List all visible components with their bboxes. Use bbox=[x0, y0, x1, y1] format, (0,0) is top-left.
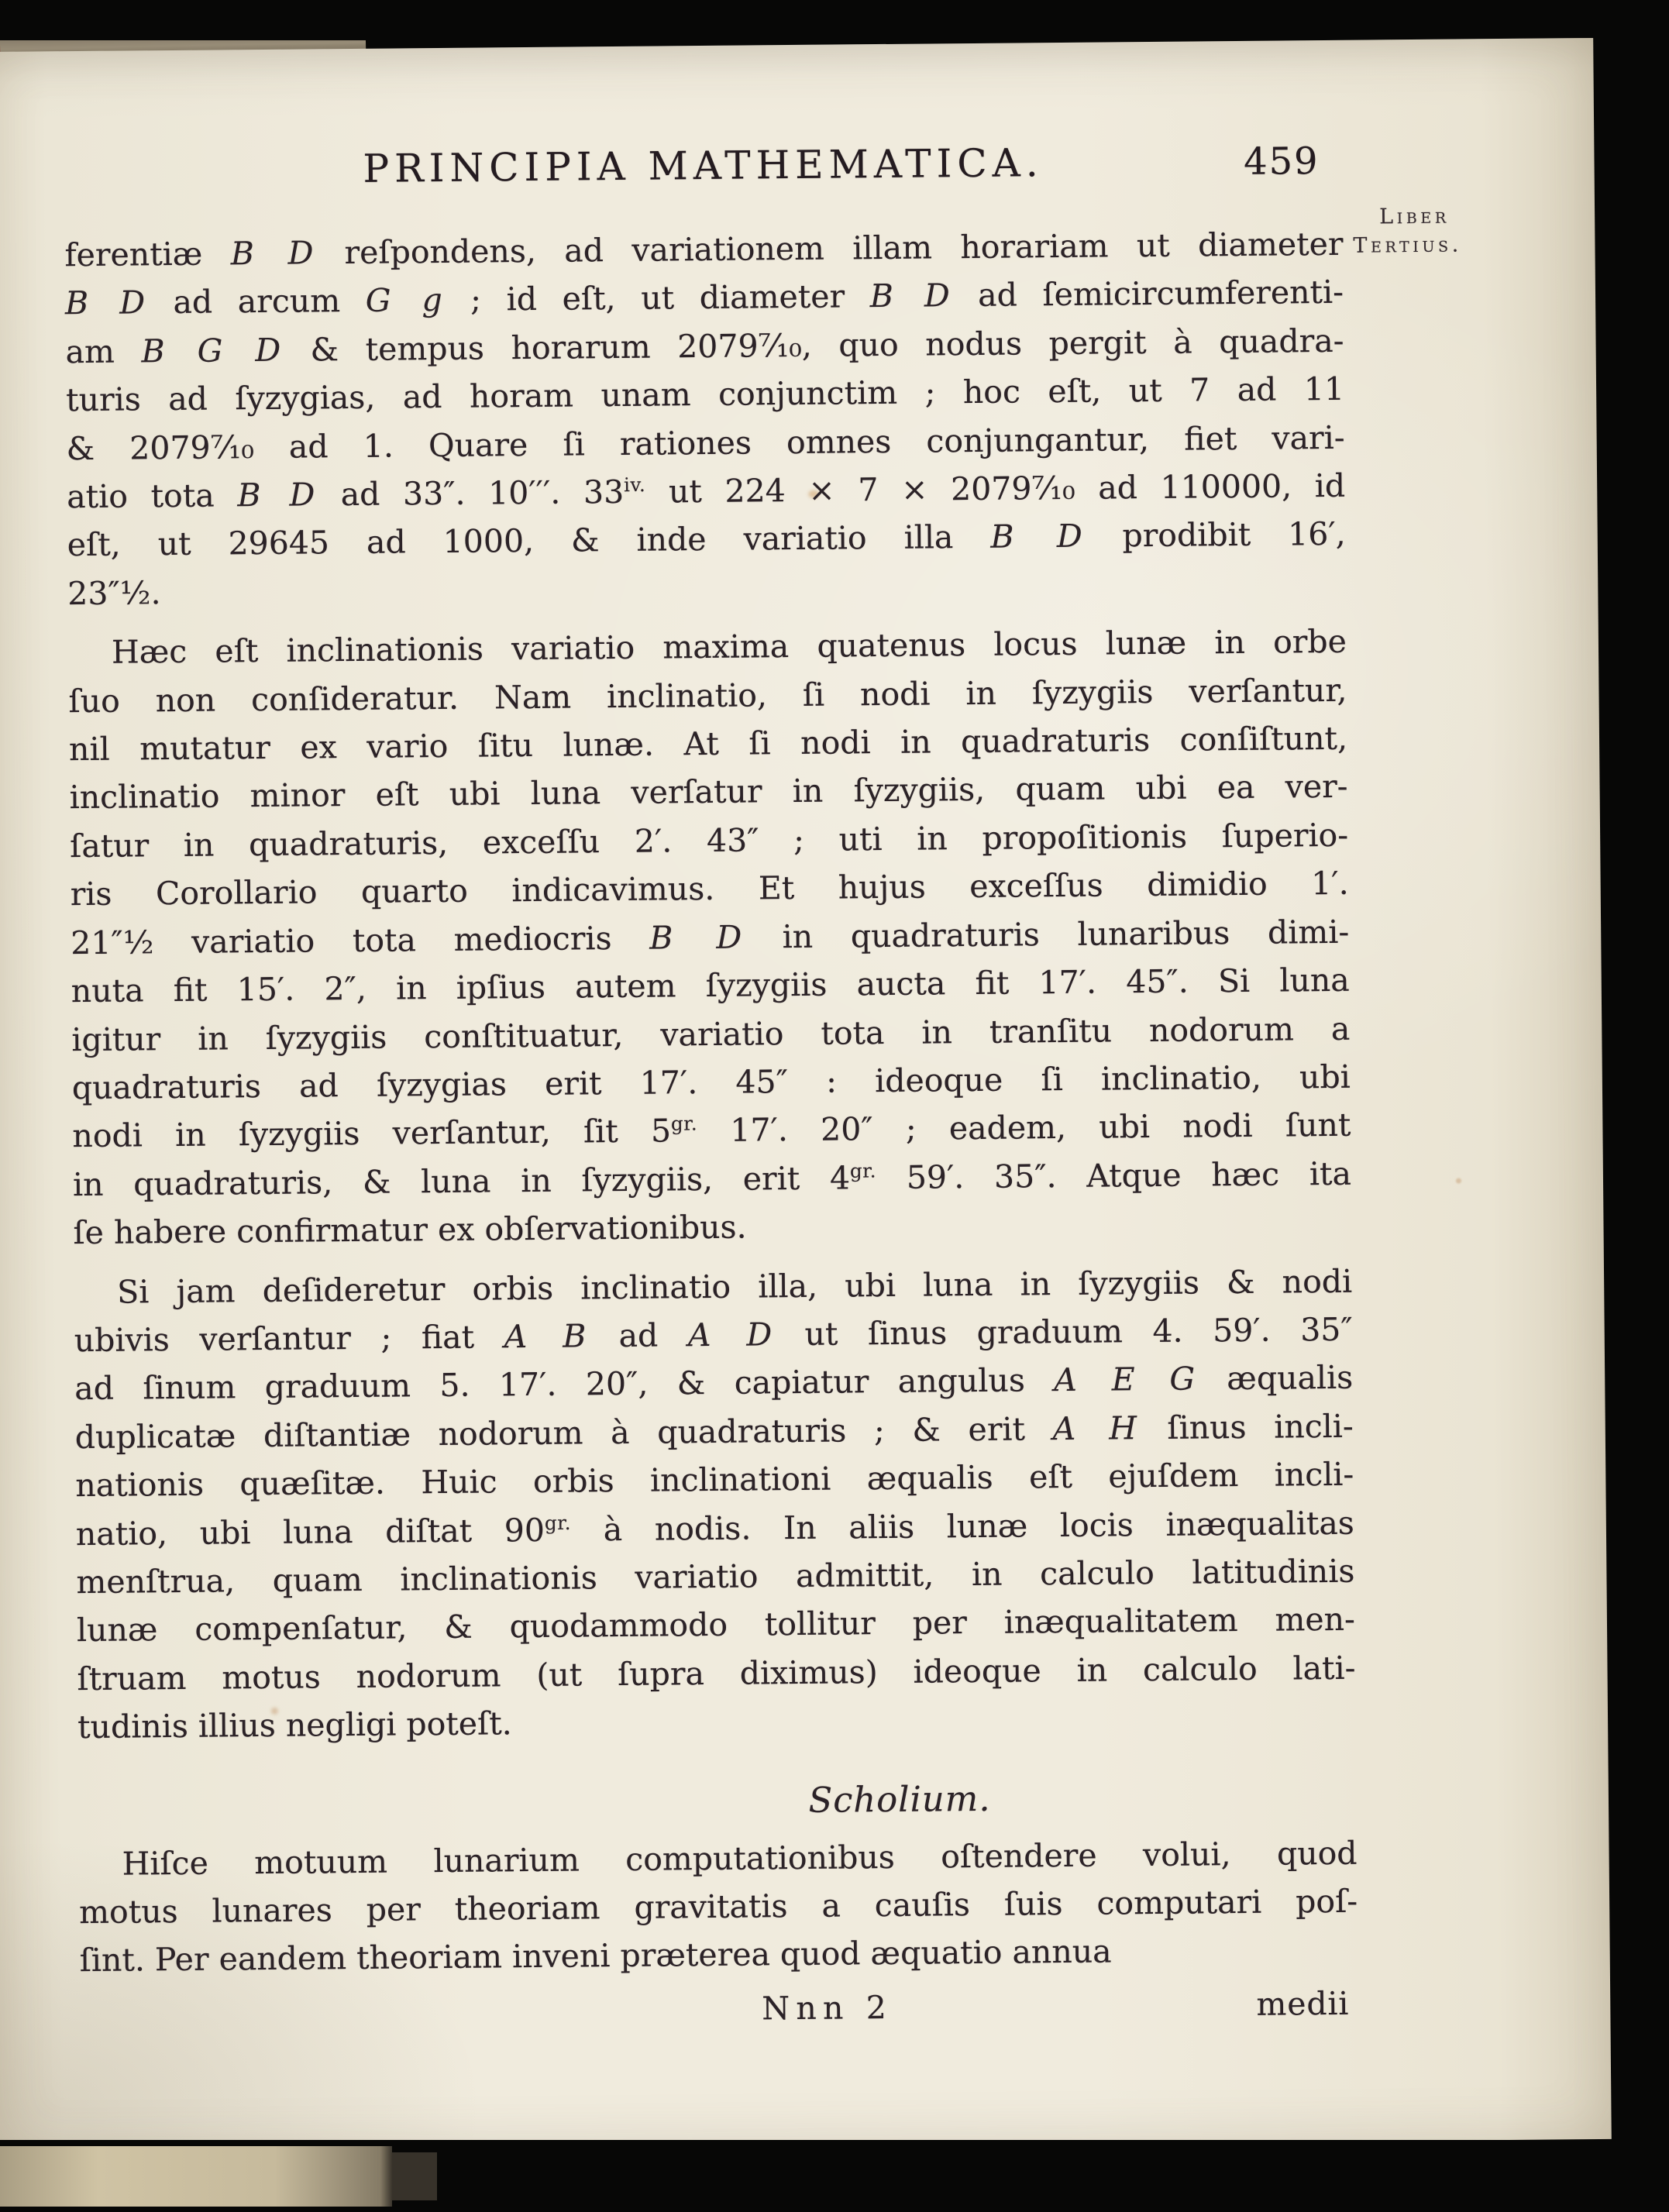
ordinal-superscript: gr. bbox=[849, 1159, 877, 1182]
math-variable: A H bbox=[1052, 1409, 1140, 1447]
ordinal-superscript: gr. bbox=[544, 1511, 572, 1534]
body-line: ferentiæ B D reſpondens, ad variationem illam horariam ut diameter bbox=[64, 225, 1344, 274]
scholium-heading: Scholium. bbox=[808, 1777, 991, 1821]
math-variable: G g bbox=[365, 281, 446, 320]
body-line: ſtruam motus nodorum (ut ſupra diximus) ideoque in calculo lati- bbox=[77, 1649, 1356, 1698]
book-edge-bottom bbox=[0, 2146, 392, 2207]
body-line: inclinatio minor eſt ubi luna verſatur in ſyzygiis, quam ubi ea ver- bbox=[69, 768, 1348, 817]
body-line: ſe habere confirmatur ex obſervationibus. bbox=[73, 1208, 747, 1252]
math-variable: B D bbox=[869, 277, 953, 315]
body-line: 23″½. bbox=[67, 573, 161, 613]
page-body bbox=[64, 220, 1358, 2045]
book-page bbox=[0, 38, 1612, 2153]
body-line: ſint. Per eandem theoriam inveni præterea quod æquatio annua bbox=[79, 1932, 1112, 1980]
body-line: B D ad arcum G g ; id eſt, ut diameter B D ad ſemicircumferenti- bbox=[64, 273, 1344, 322]
body-line: nodi in ſyzygiis verſantur, ſit $5^{gr.}$ 17′. 20″ ; eadem, ubi nodi ſunt bbox=[72, 1106, 1351, 1155]
math-variable: B D bbox=[230, 234, 317, 273]
paragraph bbox=[64, 220, 1346, 618]
body-line: igitur in ſyzygiis conſtituatur, variatio tota in tranſitu nodorum a bbox=[71, 1010, 1351, 1058]
body-line: 21″½ variatio tota mediocris B D in quadraturis lunaribus dimi- bbox=[71, 913, 1350, 962]
margin-note-line: Liber bbox=[1378, 204, 1450, 229]
foxing-spot bbox=[1456, 1178, 1461, 1184]
body-line: Si jam deſideretur orbis inclinatio illa, ubi luna in ſyzygiis & nodi bbox=[116, 1262, 1353, 1311]
body-line: & 2079⁷⁄₁₀ ad 1. Quare ſi rationes omnes conjungantur, fiet vari- bbox=[66, 418, 1345, 467]
math-variable: A B bbox=[504, 1317, 590, 1356]
body-line: ad ſinum graduum 5. 17′. 20″, & capiatur angulus A E G æqualis bbox=[74, 1359, 1354, 1408]
math-variable: B D bbox=[64, 284, 148, 322]
body-line: tudinis illius negligi poteſt. bbox=[77, 1705, 512, 1746]
math-variable: B G D bbox=[141, 331, 284, 370]
paragraph bbox=[74, 1257, 1356, 1751]
paragraph bbox=[78, 1828, 1358, 1985]
page-title: PRINCIPIA MATHEMATICA. bbox=[363, 140, 1044, 191]
signature-mark: Nnn 2 bbox=[762, 1988, 893, 2028]
math-variable: B D bbox=[237, 476, 318, 514]
body-line: ubivis verſantur ; fiat A B ad A D ut ſinus graduum 4. 59′. 35″ bbox=[74, 1310, 1353, 1360]
body-line: natio, ubi luna diſtat $90^{gr.}$ à nodis. In aliis lunæ locis inæqualitas bbox=[75, 1504, 1355, 1553]
catchword: medii bbox=[1256, 1984, 1350, 2023]
margin-note bbox=[1353, 201, 1524, 260]
footer-line bbox=[80, 1985, 1358, 2045]
body-line: nationis quæſitæ. Huic orbis inclinationi æqualis eſt ejuſdem incli- bbox=[75, 1455, 1354, 1505]
body-line: nuta fit 15′. 2″, in ipſius autem ſyzygiis aucta fit 17′. 45″. Si luna bbox=[71, 961, 1350, 1010]
body-line: in quadraturis, & luna in ſyzygiis, erit $4^{gr.}$ 59′. 35″. Atque hæc ita bbox=[72, 1154, 1352, 1203]
body-line: motus lunares per theoriam gravitatis a cauſis ſuis computari poſ- bbox=[78, 1882, 1358, 1932]
text-column bbox=[63, 40, 1360, 2152]
scan-border-top bbox=[0, 0, 1669, 40]
body-line: atio tota B D ad 33″. 10′′′. $33^{iv.}$ ut 224 × 7 × 2079⁷⁄₁₀ ad 110000, id bbox=[67, 466, 1346, 516]
math-variable: A E G bbox=[1054, 1360, 1199, 1399]
paragraph bbox=[68, 618, 1352, 1257]
body-line: ris Corollario quarto indicavimus. Et hujus exceſſus dimidio 1′. bbox=[70, 865, 1349, 913]
ordinal-superscript: iv. bbox=[623, 473, 646, 497]
math-variable: A D bbox=[687, 1316, 776, 1354]
body-paragraphs bbox=[64, 220, 1356, 1752]
body-line: nil mutatur ex vario ſitu lunæ. At ſi nodi in quadraturis conſiſtunt, bbox=[68, 719, 1348, 769]
body-line: duplicatæ diſtantiæ nodorum à quadraturis ; & erit A H ſinus incli- bbox=[74, 1407, 1354, 1456]
body-line: menſtrua, quam inclinationis variatio admittit, in calculo latitudinis bbox=[76, 1552, 1355, 1601]
body-line: eſt, ut 29645 ad 1000, & inde variatio illa B D prodibit 16′, bbox=[67, 515, 1346, 564]
body-line: lunæ compenſatur, & quodammodo tollitur per inæqualitatem men- bbox=[76, 1601, 1356, 1650]
math-variable: B D bbox=[990, 518, 1086, 556]
ordinal-superscript: gr. bbox=[670, 1112, 698, 1136]
body-line: turis ad ſyzygias, ad horam unam conjunctim ; hoc eſt, ut 7 ad 11 bbox=[65, 370, 1345, 419]
page-number: 459 bbox=[1243, 139, 1320, 184]
margin-note-line: Tertius. bbox=[1353, 232, 1462, 258]
body-line: ſatur in quadraturis, exceſſu 2′. 43″ ; uti in propoſitionis ſuperio- bbox=[69, 816, 1349, 865]
body-line: Hiſce motuum lunarium computationibus oſtendere volui, quod bbox=[122, 1834, 1358, 1883]
body-line: am B G D & tempus horarum 2079⁷⁄₁₀, quo nodus pergit à quadra- bbox=[65, 322, 1344, 371]
running-head bbox=[64, 138, 1343, 206]
body-line: quadraturis ad ſyzygias erit 17′. 45″ : ideoque ſi inclinatio, ubi bbox=[71, 1058, 1351, 1107]
book-edge-stub bbox=[392, 2152, 437, 2200]
body-line: Hæc eſt inclinationis variatio maxima quatenus locus lunæ in orbe bbox=[111, 623, 1347, 671]
body-line: ſuo non conſideratur. Nam inclinatio, ſi nodi in ſyzygiis verſantur, bbox=[68, 671, 1347, 720]
math-variable: B D bbox=[649, 918, 745, 957]
scholium-paragraphs bbox=[78, 1828, 1358, 1985]
